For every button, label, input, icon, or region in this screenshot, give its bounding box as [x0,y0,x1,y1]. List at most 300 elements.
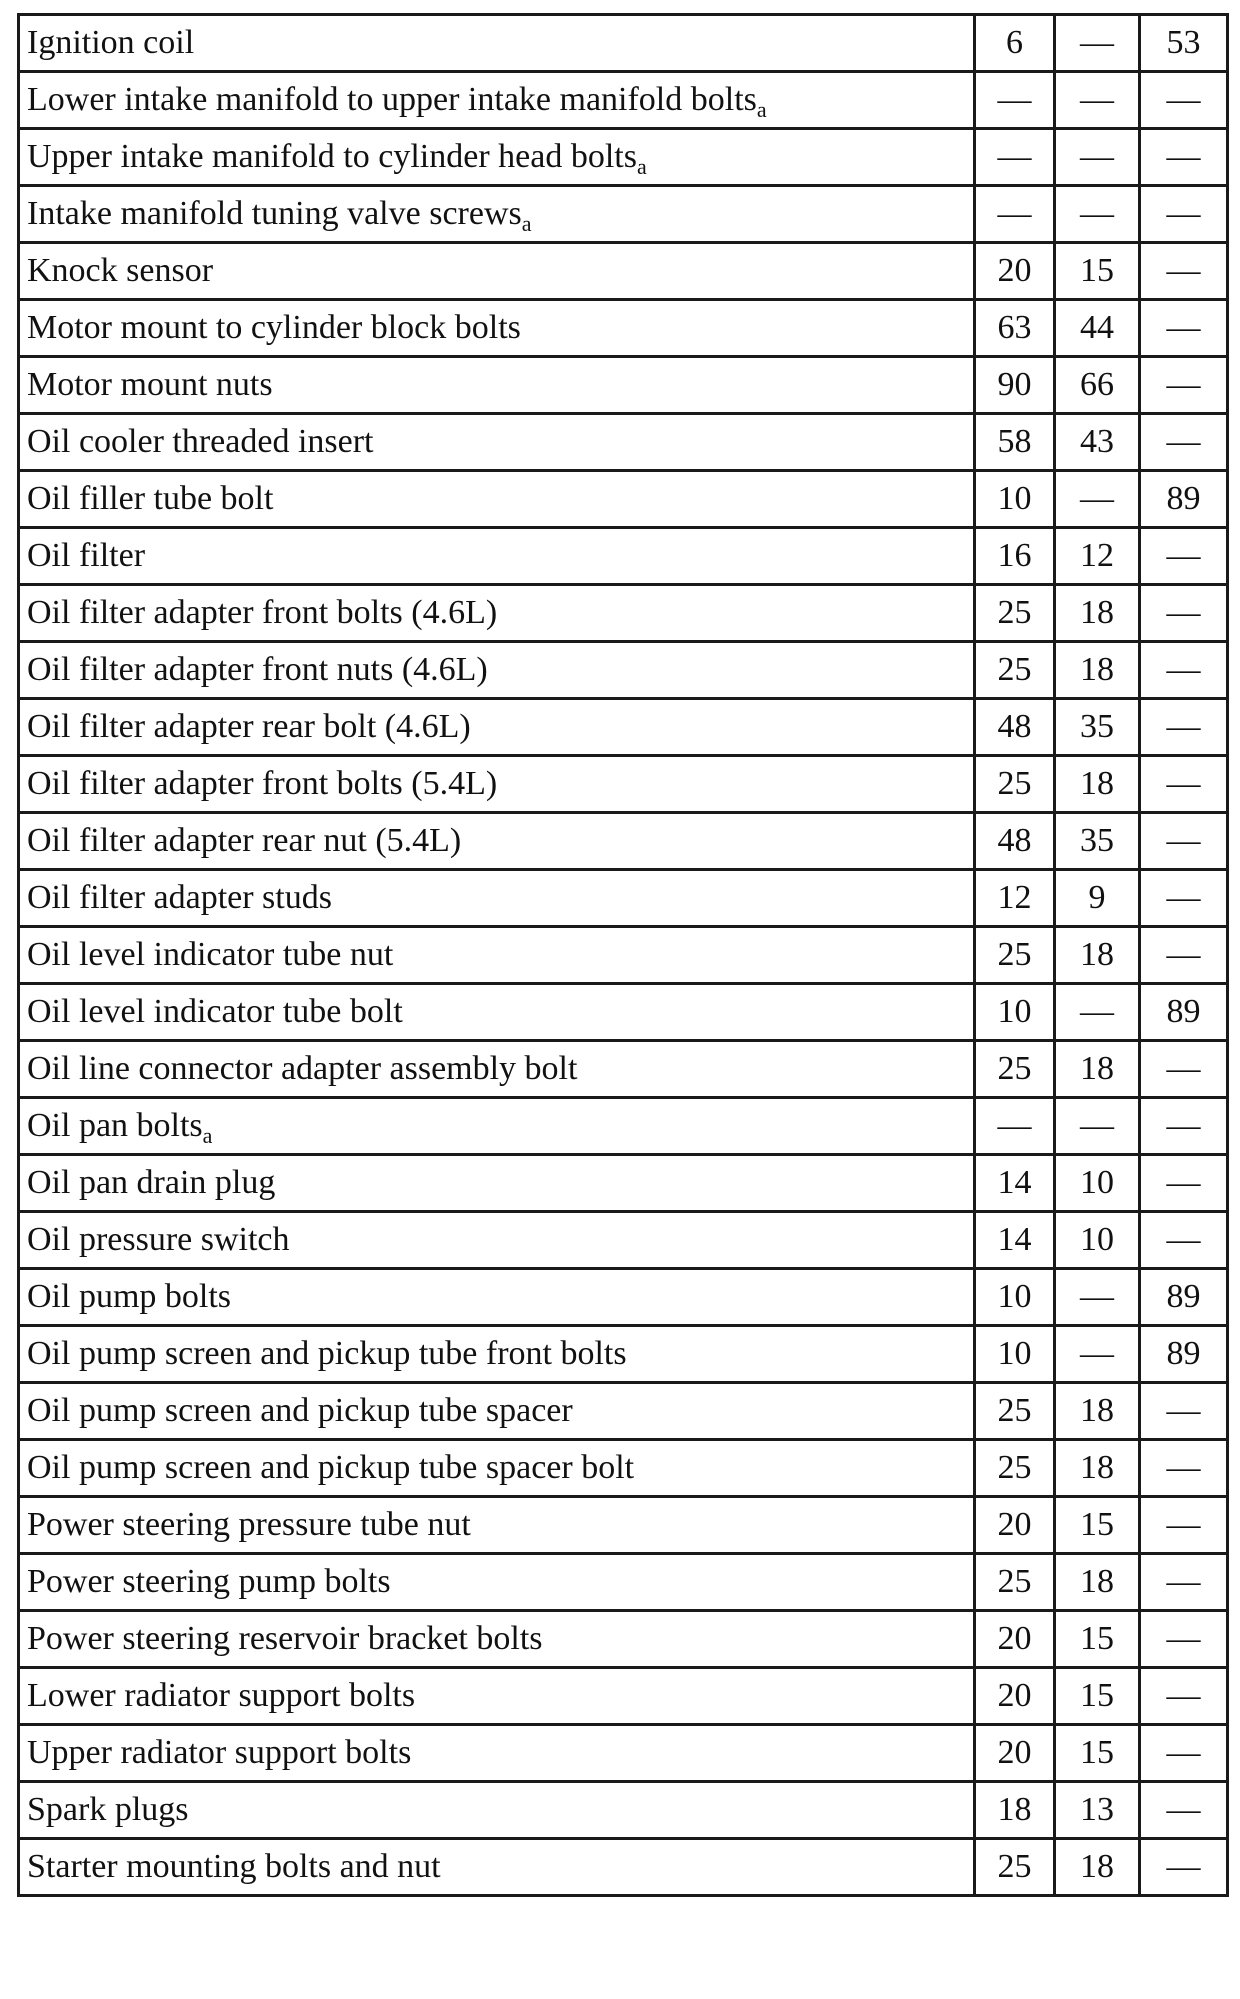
item-description-cell [19,1440,975,1497]
nm-value: 10 [997,1335,1032,1372]
nm-value-cell [975,1497,1055,1554]
item-description-cell [19,1554,975,1611]
nm-value: 25 [997,594,1032,631]
item-description: Oil filter adapter rear bolt (4.6L) [27,708,471,745]
table-row [19,1668,1228,1725]
item-description: Lower intake manifold to upper intake manifold bolts [27,81,757,118]
lbin-value: — [1166,765,1201,802]
nm-value-cell [975,984,1055,1041]
lbft-value: 13 [1080,1791,1114,1828]
nm-value: 10 [997,480,1032,517]
item-description: Oil filter adapter studs [27,879,332,916]
table-row [19,1839,1228,1896]
item-description: Oil pressure switch [27,1221,290,1258]
lbin-value-cell [1140,357,1228,414]
lbft-value: 15 [1080,1620,1114,1657]
nm-value-cell [975,471,1055,528]
lbin-value: — [1166,252,1201,289]
lbin-value: — [1166,81,1201,118]
table-row [19,984,1228,1041]
item-description: Knock sensor [27,252,214,289]
nm-value-cell [975,15,1055,72]
item-description: Oil filler tube bolt [27,480,274,517]
lbft-value: — [1080,195,1114,232]
nm-value: 12 [997,879,1032,916]
lbin-value-cell [1140,1782,1228,1839]
lbft-value: 18 [1080,765,1114,802]
item-description-cell [19,72,975,129]
lbin-value: — [1166,537,1201,574]
lbft-value-cell [1055,585,1140,642]
lbft-value-cell [1055,1212,1140,1269]
lbin-value: — [1166,1050,1201,1087]
item-description-cell [19,1212,975,1269]
table-row [19,1269,1228,1326]
lbin-value-cell [1140,1326,1228,1383]
lbft-value: 10 [1080,1164,1114,1201]
lbft-value: 15 [1080,1677,1114,1714]
item-description-cell [19,984,975,1041]
lbin-value-cell [1140,1554,1228,1611]
nm-value: 14 [997,1221,1032,1258]
nm-value: — [997,195,1032,232]
lbin-value: 89 [1166,480,1201,517]
lbft-value: 44 [1080,309,1114,346]
nm-value: 25 [997,1449,1032,1486]
item-description-cell [19,528,975,585]
lbin-value-cell [1140,528,1228,585]
lbft-value: — [1080,480,1114,517]
item-description-cell [19,1839,975,1896]
footnote-marker: a [521,211,532,236]
nm-value: — [997,138,1032,175]
lbft-value: — [1080,138,1114,175]
lbft-value: 18 [1080,1848,1114,1885]
nm-value: 25 [997,765,1032,802]
nm-value-cell [975,1269,1055,1326]
lbin-value-cell [1140,1440,1228,1497]
nm-value-cell [975,357,1055,414]
lbft-value-cell [1055,300,1140,357]
lbft-value-cell [1055,15,1140,72]
table-row [19,927,1228,984]
item-description: Oil filter adapter front bolts (5.4L) [27,765,498,802]
nm-value-cell [975,1383,1055,1440]
lbin-value-cell [1140,870,1228,927]
lbin-value-cell [1140,756,1228,813]
lbin-value-cell [1140,1497,1228,1554]
item-description-cell [19,642,975,699]
lbin-value: — [1166,651,1201,688]
lbin-value-cell [1140,984,1228,1041]
table-row [19,1725,1228,1782]
nm-value: 25 [997,1848,1032,1885]
lbin-value: — [1166,879,1201,916]
nm-value-cell [975,186,1055,243]
nm-value: 63 [997,309,1032,346]
nm-value: 18 [997,1791,1032,1828]
table-row [19,243,1228,300]
lbft-value-cell [1055,813,1140,870]
lbft-value: 66 [1080,366,1114,403]
lbft-value-cell [1055,1155,1140,1212]
table-row [19,1383,1228,1440]
lbft-value-cell [1055,1098,1140,1155]
nm-value: 48 [997,822,1032,859]
lbin-value: — [1166,1107,1201,1144]
nm-value-cell [975,1155,1055,1212]
nm-value-cell [975,1668,1055,1725]
nm-value-cell [975,1782,1055,1839]
item-description: Oil filter adapter front nuts (4.6L) [27,651,488,688]
lbft-value: — [1080,1335,1114,1372]
item-description-cell [19,1098,975,1155]
lbft-value-cell [1055,243,1140,300]
item-description: Oil filter adapter rear nut (5.4L) [27,822,462,859]
item-description: Oil line connector adapter assembly bolt [27,1050,578,1087]
item-description-cell [19,1725,975,1782]
nm-value-cell [975,642,1055,699]
lbft-value: 18 [1080,936,1114,973]
lbin-value-cell [1140,72,1228,129]
nm-value: 90 [997,366,1032,403]
lbin-value: 89 [1166,1335,1201,1372]
lbin-value-cell [1140,1839,1228,1896]
lbft-value: 35 [1080,822,1114,859]
lbft-value: 15 [1080,1734,1114,1771]
lbft-value: 9 [1088,879,1106,916]
item-description: Oil level indicator tube nut [27,936,394,973]
table-row [19,1212,1228,1269]
item-description: Oil cooler threaded insert [27,423,374,460]
table-row [19,1554,1228,1611]
lbin-value-cell [1140,1155,1228,1212]
item-description-cell [19,15,975,72]
lbft-value-cell [1055,984,1140,1041]
lbin-value: — [1166,1791,1201,1828]
nm-value: 20 [997,1734,1032,1771]
lbin-value: — [1166,1506,1201,1543]
lbft-value: 18 [1080,1392,1114,1429]
lbft-value-cell [1055,1611,1140,1668]
lbin-value-cell [1140,1725,1228,1782]
item-description-cell [19,243,975,300]
lbft-value: 18 [1080,1563,1114,1600]
table-row [19,15,1228,72]
lbft-value-cell [1055,1497,1140,1554]
lbin-value: — [1166,822,1201,859]
lbin-value: — [1166,423,1201,460]
nm-value-cell [975,927,1055,984]
lbin-value: — [1166,1563,1201,1600]
lbft-value: 15 [1080,1506,1114,1543]
lbft-value: — [1080,1278,1114,1315]
item-description: Power steering reservoir bracket bolts [27,1620,543,1657]
lbft-value-cell [1055,699,1140,756]
item-description-cell [19,699,975,756]
lbft-value-cell [1055,528,1140,585]
item-description-cell [19,129,975,186]
nm-value-cell [975,1611,1055,1668]
lbft-value: — [1080,81,1114,118]
lbin-value-cell [1140,186,1228,243]
table-row [19,1497,1228,1554]
table-row [19,1041,1228,1098]
nm-value-cell [975,585,1055,642]
lbin-value: — [1166,708,1201,745]
item-description: Upper intake manifold to cylinder head bolts [27,138,637,175]
nm-value: 25 [997,1050,1032,1087]
item-description-cell [19,357,975,414]
lbft-value: 18 [1080,651,1114,688]
item-description: Power steering pump bolts [27,1563,391,1600]
lbft-value-cell [1055,1554,1140,1611]
item-description: Starter mounting bolts and nut [27,1848,441,1885]
lbin-value-cell [1140,129,1228,186]
table-row [19,72,1228,129]
lbft-value: 10 [1080,1221,1114,1258]
lbin-value: — [1166,1164,1201,1201]
nm-value: 20 [997,1677,1032,1714]
table-row [19,585,1228,642]
lbft-value: 18 [1080,594,1114,631]
item-description: Oil pump bolts [27,1278,232,1315]
lbin-value-cell [1140,1269,1228,1326]
item-description-cell [19,1611,975,1668]
nm-value: 48 [997,708,1032,745]
nm-value: 10 [997,1278,1032,1315]
item-description-cell [19,414,975,471]
lbft-value: 43 [1080,423,1114,460]
lbin-value-cell [1140,1098,1228,1155]
item-description-cell [19,1668,975,1725]
nm-value: 14 [997,1164,1032,1201]
torque-spec-table-body [19,15,1228,1896]
lbin-value: — [1166,936,1201,973]
item-description-cell [19,1497,975,1554]
lbin-value: — [1166,366,1201,403]
nm-value-cell [975,300,1055,357]
nm-value-cell [975,1839,1055,1896]
table-row [19,414,1228,471]
lbft-value-cell [1055,1383,1140,1440]
nm-value: 16 [997,537,1032,574]
lbft-value-cell [1055,642,1140,699]
item-description: Intake manifold tuning valve screws [27,195,522,232]
nm-value-cell [975,129,1055,186]
table-row [19,1155,1228,1212]
nm-value-cell [975,1212,1055,1269]
lbin-value: — [1166,195,1201,232]
lbft-value-cell [1055,414,1140,471]
table-row [19,756,1228,813]
nm-value-cell [975,699,1055,756]
item-description-cell [19,1269,975,1326]
item-description-cell [19,1782,975,1839]
lbin-value: — [1166,1620,1201,1657]
lbin-value-cell [1140,243,1228,300]
nm-value: 20 [997,1506,1032,1543]
item-description-cell [19,756,975,813]
nm-value: 25 [997,1563,1032,1600]
nm-value-cell [975,243,1055,300]
item-description: Oil filter adapter front bolts (4.6L) [27,594,498,631]
item-description: Upper radiator support bolts [27,1734,412,1771]
torque-spec-table [17,13,1229,1897]
lbft-value: 18 [1080,1050,1114,1087]
item-description: Oil pan drain plug [27,1164,276,1201]
lbin-value-cell [1140,15,1228,72]
table-row [19,1098,1228,1155]
item-description: Spark plugs [27,1791,189,1828]
item-description-cell [19,1041,975,1098]
lbin-value: — [1166,1848,1201,1885]
lbft-value: — [1080,1107,1114,1144]
nm-value-cell [975,1725,1055,1782]
table-row [19,1326,1228,1383]
item-description: Ignition coil [27,24,195,61]
item-description: Motor mount nuts [27,366,273,403]
nm-value-cell [975,1554,1055,1611]
lbft-value: — [1080,993,1114,1030]
lbft-value: 18 [1080,1449,1114,1486]
lbin-value: — [1166,1677,1201,1714]
nm-value-cell [975,756,1055,813]
lbft-value: 35 [1080,708,1114,745]
table-row [19,528,1228,585]
lbft-value-cell [1055,186,1140,243]
item-description-cell [19,186,975,243]
lbft-value-cell [1055,1668,1140,1725]
lbft-value-cell [1055,1326,1140,1383]
lbin-value: — [1166,309,1201,346]
nm-value: 25 [997,651,1032,688]
item-description-cell [19,1326,975,1383]
lbin-value-cell [1140,927,1228,984]
item-description: Motor mount to cylinder block bolts [27,309,521,346]
item-description: Oil pump screen and pickup tube spacer [27,1392,573,1429]
table-row [19,870,1228,927]
item-description: Oil level indicator tube bolt [27,993,403,1030]
table-row [19,1611,1228,1668]
lbin-value: — [1166,1221,1201,1258]
lbft-value-cell [1055,756,1140,813]
lbin-value-cell [1140,1611,1228,1668]
lbin-value: 89 [1166,1278,1201,1315]
lbin-value: — [1166,1449,1201,1486]
table-row [19,357,1228,414]
lbin-value: — [1166,138,1201,175]
nm-value: 25 [997,1392,1032,1429]
nm-value-cell [975,1440,1055,1497]
lbft-value: 15 [1080,252,1114,289]
lbft-value: — [1080,24,1114,61]
lbin-value-cell [1140,813,1228,870]
item-description-cell [19,471,975,528]
item-description-cell [19,870,975,927]
nm-value: — [997,81,1032,118]
lbft-value: 12 [1080,537,1114,574]
item-description: Oil filter [27,537,146,574]
lbin-value-cell [1140,414,1228,471]
nm-value-cell [975,1326,1055,1383]
nm-value-cell [975,528,1055,585]
lbft-value-cell [1055,1041,1140,1098]
nm-value-cell [975,1041,1055,1098]
lbft-value-cell [1055,1725,1140,1782]
item-description-cell [19,300,975,357]
nm-value-cell [975,870,1055,927]
lbin-value-cell [1140,471,1228,528]
table-row [19,129,1228,186]
nm-value: — [997,1107,1032,1144]
item-description: Oil pump screen and pickup tube front bolts [27,1335,627,1372]
table-row [19,699,1228,756]
lbft-value-cell [1055,357,1140,414]
nm-value: 20 [997,1620,1032,1657]
lbin-value: — [1166,594,1201,631]
table-row [19,471,1228,528]
item-description-cell [19,585,975,642]
footnote-marker: a [756,97,767,122]
lbin-value-cell [1140,585,1228,642]
item-description: Oil pump screen and pickup tube spacer bolt [27,1449,635,1486]
table-row [19,1782,1228,1839]
nm-value: 10 [997,993,1032,1030]
nm-value: 25 [997,936,1032,973]
nm-value: 6 [1006,24,1023,61]
lbin-value-cell [1140,1668,1228,1725]
item-description-cell [19,813,975,870]
table-row [19,642,1228,699]
item-description-cell [19,1155,975,1212]
table-row [19,1440,1228,1497]
lbft-value-cell [1055,870,1140,927]
nm-value: 58 [997,423,1032,460]
table-row [19,813,1228,870]
lbin-value-cell [1140,1212,1228,1269]
nm-value-cell [975,1098,1055,1155]
nm-value-cell [975,414,1055,471]
lbft-value-cell [1055,471,1140,528]
lbin-value-cell [1140,300,1228,357]
lbin-value-cell [1140,699,1228,756]
nm-value-cell [975,813,1055,870]
lbin-value: 89 [1166,993,1201,1030]
lbft-value-cell [1055,1440,1140,1497]
lbin-value-cell [1140,642,1228,699]
lbft-value-cell [1055,927,1140,984]
table-row [19,186,1228,243]
nm-value: 20 [997,252,1032,289]
footnote-marker: a [202,1123,213,1148]
item-description: Oil pan bolts [27,1107,203,1144]
footnote-marker: a [636,154,647,179]
lbin-value: 53 [1166,24,1201,61]
item-description: Power steering pressure tube nut [27,1506,471,1543]
lbft-value-cell [1055,1782,1140,1839]
table-row [19,300,1228,357]
item-description-cell [19,927,975,984]
item-description: Lower radiator support bolts [27,1677,416,1714]
lbft-value-cell [1055,1839,1140,1896]
lbin-value-cell [1140,1041,1228,1098]
lbft-value-cell [1055,1269,1140,1326]
lbin-value-cell [1140,1383,1228,1440]
item-description-cell [19,1383,975,1440]
lbft-value-cell [1055,72,1140,129]
lbin-value: — [1166,1734,1201,1771]
